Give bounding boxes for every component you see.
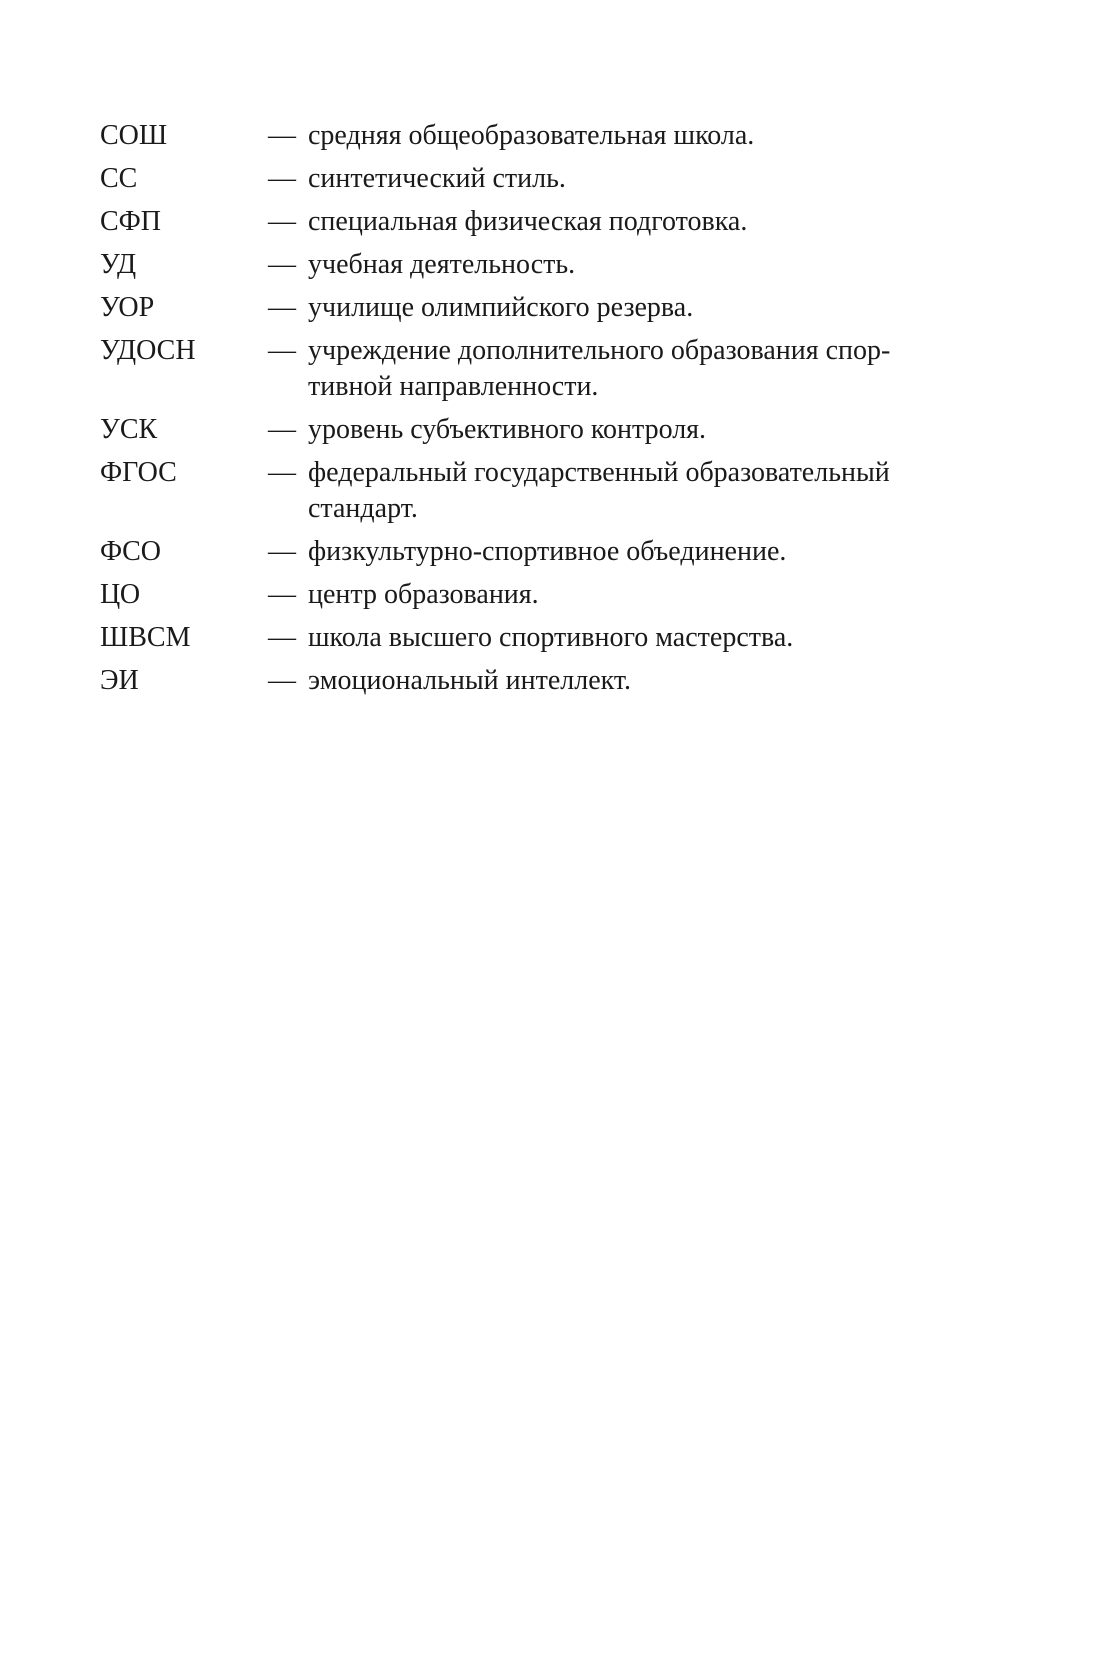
abbreviation-term: УОР bbox=[100, 292, 155, 323]
abbreviation-definition bbox=[308, 204, 960, 240]
abbreviation-dash: — bbox=[268, 206, 296, 237]
abbreviation-definition bbox=[308, 412, 960, 448]
abbreviation-term: ЦО bbox=[100, 579, 141, 610]
abbreviation-dash: — bbox=[268, 414, 296, 445]
definition-line: специальная физическая подготовка. bbox=[308, 206, 748, 237]
abbreviation-definition bbox=[308, 534, 960, 570]
abbreviation-dash: — bbox=[268, 536, 296, 567]
abbreviation-term: ШВСМ bbox=[100, 622, 191, 653]
abbreviation-term: СОШ bbox=[100, 120, 168, 151]
abbreviation-term: ФГОС bbox=[100, 457, 177, 488]
abbreviation-definition bbox=[308, 620, 960, 656]
definition-line: учебная деятельность. bbox=[308, 249, 576, 280]
definition-line: стандарт. bbox=[308, 493, 418, 524]
definition-line: физкультурно-спортивное объединение. bbox=[308, 536, 787, 567]
abbreviation-row bbox=[100, 534, 960, 570]
abbreviation-term: УДОСН bbox=[100, 335, 196, 366]
definition-line: эмоциональный интеллект. bbox=[308, 665, 632, 696]
abbreviation-row bbox=[100, 204, 960, 240]
abbreviation-definition bbox=[308, 161, 960, 197]
abbreviation-row bbox=[100, 663, 960, 699]
definition-line: средняя общеобразовательная школа. bbox=[308, 120, 755, 151]
abbreviation-definition bbox=[308, 577, 960, 613]
definition-line: тивной направленности. bbox=[308, 371, 599, 402]
abbreviation-dash: — bbox=[268, 335, 296, 366]
abbreviation-term: ЭИ bbox=[100, 665, 139, 696]
abbreviation-definition bbox=[308, 663, 960, 699]
definition-line: училище олимпийского резерва. bbox=[308, 292, 694, 323]
abbreviation-row bbox=[100, 290, 960, 326]
abbreviation-dash: — bbox=[268, 622, 296, 653]
abbreviation-dash: — bbox=[268, 665, 296, 696]
abbreviation-term: УД bbox=[100, 249, 137, 280]
definition-line: синтетический стиль. bbox=[308, 163, 566, 194]
definition-line: уровень субъективного контроля. bbox=[308, 414, 707, 445]
abbreviation-definition bbox=[308, 118, 960, 154]
abbreviation-dash: — bbox=[268, 163, 296, 194]
abbreviation-dash: — bbox=[268, 457, 296, 488]
abbreviation-term: СФП bbox=[100, 206, 162, 237]
abbreviation-dash: — bbox=[268, 292, 296, 323]
abbreviation-row bbox=[100, 455, 960, 527]
definition-line: школа высшего спортивного мастерства. bbox=[308, 622, 794, 653]
abbreviation-row bbox=[100, 118, 960, 154]
abbreviation-dash: — bbox=[268, 120, 296, 151]
abbreviation-definition bbox=[308, 455, 960, 527]
abbreviation-dash: — bbox=[268, 579, 296, 610]
definition-line: федеральный государственный образовательный bbox=[308, 457, 890, 488]
abbreviation-row bbox=[100, 577, 960, 613]
abbreviation-row bbox=[100, 620, 960, 656]
abbreviation-list bbox=[100, 118, 960, 706]
abbreviation-term: УСК bbox=[100, 414, 158, 445]
abbreviation-dash: — bbox=[268, 249, 296, 280]
abbreviation-term: ФСО bbox=[100, 536, 162, 567]
abbreviation-definition bbox=[308, 333, 960, 405]
abbreviation-row bbox=[100, 161, 960, 197]
abbreviation-row bbox=[100, 333, 960, 405]
definition-line: учреждение дополнительного образования спор- bbox=[308, 335, 891, 366]
abbreviation-definition bbox=[308, 290, 960, 326]
abbreviation-term: СС bbox=[100, 163, 138, 194]
abbreviation-definition bbox=[308, 247, 960, 283]
abbreviation-row bbox=[100, 412, 960, 448]
definition-line: центр образования. bbox=[308, 579, 539, 610]
abbreviation-row bbox=[100, 247, 960, 283]
